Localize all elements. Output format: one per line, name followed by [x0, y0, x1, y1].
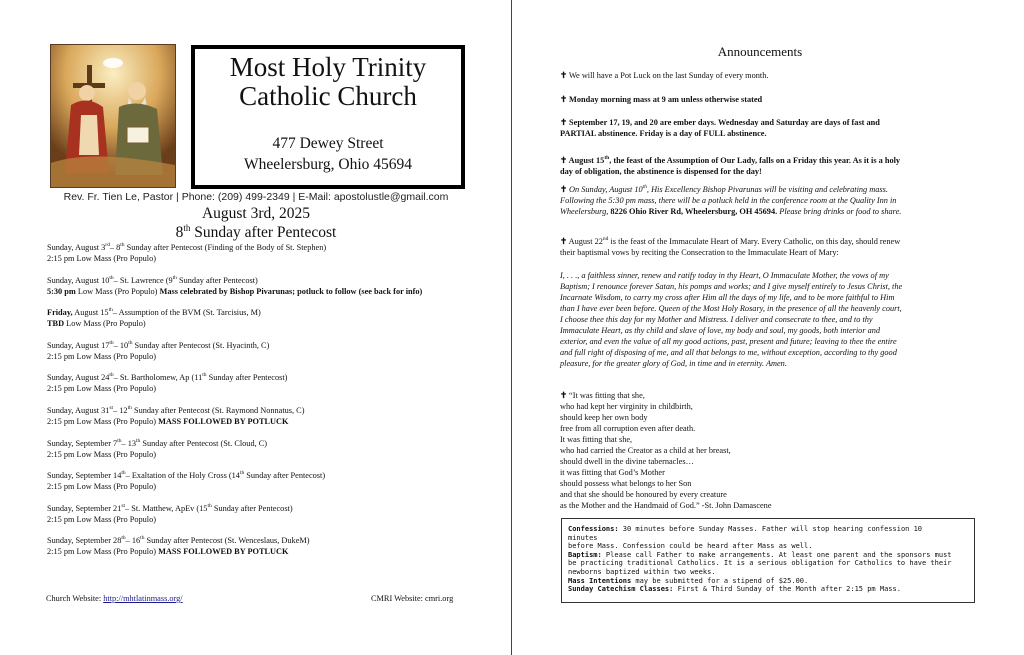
day-feast-rest: Sunday after Pentecost (St. Wenceslaus, DukeM)	[144, 536, 310, 546]
mass-type: Low Mass (Pro Populo)	[64, 319, 146, 329]
schedule-entry	[47, 242, 509, 275]
mass-note: Mass celebrated by Bishop Pivarunas; potluck to follow (see back for info)	[159, 286, 423, 296]
ordinal: th	[202, 372, 207, 379]
day-feast-rest: Sunday after Pentecost (Finding of the Body of St. Stephen)	[124, 243, 327, 252]
announcement-monday-mass	[560, 94, 978, 105]
schedule-entry	[47, 438, 509, 471]
schedule-mass	[47, 383, 509, 394]
cross-icon: ✝	[560, 71, 567, 80]
day-date: Sunday, August 3	[47, 243, 106, 252]
day-feast: – 8	[109, 243, 121, 252]
schedule-mass	[47, 481, 509, 492]
catechism-label: Sunday Catechism Classes:	[568, 585, 674, 594]
quote-line: and that she should be honoured by every creature	[560, 490, 727, 499]
ordinal: th	[121, 470, 126, 477]
prayer-line: Incarnate Wisdom, to carry my cross after Him all the days of my life, and to be more faithful to Him	[560, 293, 895, 302]
ordinal: th	[109, 274, 114, 281]
cross-icon: ✝	[560, 237, 567, 246]
prayer-line: I, . . ., a faithless sinner, renew and ratify today in thy Heart, O Immaculate Mother, the vows of my	[560, 271, 889, 280]
schedule-mass	[47, 351, 509, 362]
day-feast: – St. Matthew, ApEv (15	[125, 503, 208, 513]
cross-icon: ✝	[560, 391, 567, 400]
church-name-line1: Most Holy Trinity	[229, 52, 427, 82]
schedule-mass	[47, 286, 509, 297]
schedule-day	[47, 503, 509, 514]
baptism-text: Please call Father to make arrangements. At least one parent and the sponsors must	[601, 550, 952, 559]
schedule-entry	[47, 535, 509, 568]
mass-note: MASS FOLLOWED BY POTLUCK	[158, 416, 289, 426]
schedule-entry	[47, 405, 509, 438]
day-feast-rest: Sunday after Pentecost)	[211, 503, 293, 513]
contact-line: Rev. Fr. Tien Le, Pastor | Phone: (209) 499-2349 | E-Mail: apostolustle@gmail.com	[63, 191, 449, 203]
schedule-entry	[47, 340, 509, 373]
day-feast: – St. Bartholomew, Ap (11	[113, 373, 203, 383]
quote-row	[560, 478, 978, 489]
quote-row	[560, 390, 978, 401]
damascene-quote	[560, 390, 978, 511]
schedule-mass	[47, 514, 509, 525]
day-date: Sunday, August 17	[47, 340, 110, 350]
baptism-label: Baptism:	[568, 550, 602, 559]
prayer-line: Baptism; I renounce forever Satan, his pomps and works; and I give myself entirely to Jesus Christ, the	[560, 282, 903, 291]
ordinal: th	[117, 437, 122, 444]
announcement-text: We will have a Pot Luck on the last Sunday of every month.	[568, 71, 769, 80]
announcement-ember-days	[560, 117, 978, 139]
mass-time: 2:15 pm Low Mass (Pro Populo)	[47, 416, 159, 426]
catechism-text: First & Third Sunday of the Month after 2:15 pm Mass.	[673, 585, 901, 594]
parish-info-box	[561, 518, 975, 603]
quote-row	[560, 489, 978, 500]
quote-line: as the Mother and the Handmaid of God.” -St. John Damascene	[560, 501, 772, 510]
quote-line: should dwell in the divine tabernacles…	[560, 457, 694, 466]
ordinal: th	[140, 535, 145, 542]
website-label: Church Website:	[46, 594, 104, 603]
ordinal: th	[120, 242, 125, 249]
prayer-line: pleasure, for the greater glory of God, in time and in eternity. Amen.	[560, 359, 787, 368]
day-feast: – Assumption of the BVM (St. Tarcisius, M)	[112, 308, 261, 318]
schedule-day	[47, 535, 509, 546]
day-emphasis: Friday,	[47, 308, 73, 318]
potluck-address: 8226 Ohio River Rd, Wheelersburg, OH 45694.	[610, 207, 778, 216]
day-feast: – St. Lawrence (9	[113, 275, 173, 285]
day-feast-rest: Sunday after Pentecost (St. Raymond Nonnatus, C)	[131, 405, 305, 415]
ordinal: st	[121, 502, 126, 509]
day-feast: – 16	[125, 536, 141, 546]
day-feast: – 12	[113, 405, 128, 415]
mass-time: 2:15 pm Low Mass (Pro Populo)	[47, 482, 157, 492]
announcement-text: August 22	[568, 237, 603, 246]
church-title-box	[191, 45, 465, 189]
announcement-potluck	[560, 70, 978, 81]
cross-icon: ✝	[560, 118, 567, 127]
day-feast-rest: Sunday after Pentecost (St. Cloud, C)	[140, 438, 268, 448]
ordinal: nd	[602, 236, 609, 243]
quote-row	[560, 500, 978, 511]
quote-line: who had carried the Creator as a child at her breast,	[560, 446, 731, 455]
quote-line: It was fitting that she,	[560, 435, 633, 444]
schedule-mass	[47, 449, 509, 460]
announcement-text: Following the 5:30 pm mass, there will be a potluck held in the conference room at the Quality Inn in	[560, 196, 897, 205]
quote-row	[560, 412, 978, 423]
schedule-entry	[47, 307, 509, 340]
announcements-heading: Announcements	[717, 44, 803, 59]
quote-row	[560, 401, 978, 412]
announcement-text: , the feast of the Assumption of Our Lady, falls on a Friday this year. As it is a holy	[609, 156, 901, 165]
schedule-day	[47, 307, 509, 318]
announcement-assumption	[560, 155, 978, 177]
ordinal: th	[109, 340, 114, 347]
address-line1: 477 Dewey Street	[272, 135, 384, 152]
day-feast-rest: Sunday after Pentecost)	[206, 373, 288, 383]
announcement-text: their baptismal vows by reciting the Consecration to the Immaculate Heart of Mary:	[560, 248, 839, 257]
cross-icon: ✝	[560, 185, 567, 194]
announcement-text: is the feast of the Immaculate Heart of Mary. Every Catholic, on this day, should renew	[608, 237, 901, 246]
ordinal: th	[136, 437, 141, 444]
ordinal: st	[109, 405, 114, 412]
schedule-day	[47, 340, 509, 351]
quote-row	[560, 456, 978, 467]
ordinal: th	[642, 184, 647, 191]
ordinal: th	[121, 535, 126, 542]
prayer-line: I choose thee this day for my Mother and Mistress. I deliver and consecrate to thee, and to thy	[560, 315, 873, 324]
bulletin-date: August 3rd, 2025	[201, 205, 311, 222]
prayer-line: exterior, and even the value of all my good actions, past, present and future; leaving to thee the entire	[560, 337, 897, 346]
mass-time: 5:30 pm	[47, 286, 76, 296]
quote-line: should possess what belongs to her Son	[560, 479, 692, 488]
ordinal: th	[127, 405, 132, 412]
cross-icon: ✝	[560, 95, 567, 104]
ordinal: th	[109, 372, 114, 379]
sunday-number: 8	[175, 224, 184, 242]
quote-line: free from all corruption even after death.	[560, 424, 696, 433]
announcement-text: day of obligation, the abstinence is dispensed for the day!	[560, 167, 762, 176]
schedule-day	[47, 438, 509, 449]
announcement-text: August 15	[568, 156, 605, 165]
quote-line: should keep her own body	[560, 413, 648, 422]
day-feast-rest: Sunday after Pentecost)	[244, 471, 326, 481]
announcement-bishop-visit	[560, 184, 978, 217]
church-website	[46, 594, 183, 603]
church-name-line2: Catholic Church	[239, 81, 417, 111]
announcement-text: Wheelersburg,	[560, 207, 611, 216]
quote-row	[560, 423, 978, 434]
announcement-text: , His Excellency Bishop Pivarunas will be visiting and celebrating mass.	[646, 185, 888, 194]
mass-time: 2:15 pm Low Mass (Pro Populo)	[47, 449, 157, 459]
mass-schedule	[47, 242, 509, 568]
ordinal: th	[604, 155, 610, 162]
church-address	[195, 133, 461, 175]
day-feast: – 10	[113, 340, 129, 350]
baptism-text: be practicing traditional Catholics. It is a serious obligation for Catholics to have their	[568, 559, 952, 568]
confessions-text: 30 minutes before Sunday Masses. Father will stop hearing confession 10	[618, 525, 923, 533]
ordinal: th	[207, 502, 212, 509]
quote-row	[560, 434, 978, 445]
announcement-text: PARTIAL abstinence. Friday is a day of FULL abstinence.	[560, 129, 767, 138]
holy-trinity-painting	[50, 44, 176, 188]
schedule-day	[47, 405, 509, 416]
confessions-text: minutes	[568, 533, 598, 542]
day-feast: – Exaltation of the Holy Cross (14	[125, 471, 240, 481]
mass-time: 2:15 pm Low Mass (Pro Populo)	[47, 254, 157, 263]
ordinal: rd	[105, 242, 110, 249]
schedule-day	[47, 275, 509, 286]
quote-row	[560, 445, 978, 456]
schedule-mass	[47, 416, 509, 427]
address-line2: Wheelersburg, Ohio 45694	[243, 156, 413, 173]
page-divider	[511, 0, 512, 655]
day-feast-rest: Sunday after Pentecost)	[176, 275, 258, 285]
day-feast-rest: Sunday after Pentecost (St. Hyacinth, C)	[132, 340, 270, 350]
cmri-website: CMRI Website: cmri.org	[371, 594, 454, 603]
announcement-immaculate-heart	[560, 236, 978, 258]
ordinal: th	[108, 307, 113, 314]
schedule-day	[47, 470, 509, 481]
schedule-day	[47, 242, 509, 253]
intentions-text: may be submitted for a stipend of $25.00.	[631, 576, 809, 585]
schedule-entry	[47, 503, 509, 536]
day-feast: – 13	[121, 438, 137, 448]
day-date: Sunday, September 7	[47, 438, 118, 448]
announcement-text: Please bring drinks or food to share.	[777, 207, 902, 216]
intentions-label: Mass Intentions	[568, 576, 632, 585]
consecration-prayer	[560, 270, 978, 369]
schedule-mass	[47, 546, 509, 557]
confessions-label: Confessions:	[568, 525, 619, 533]
day-date: Sunday, September 28	[47, 536, 122, 546]
prayer-line: than I have ever been before. Queen of the Most Holy Rosary, in the presence of all the heavenly court,	[560, 304, 902, 313]
quote-line: “It was fitting that she,	[569, 391, 645, 400]
ordinal: th	[128, 340, 133, 347]
ordinal: th	[239, 470, 245, 477]
schedule-entry	[47, 470, 509, 503]
website-link[interactable]: http://mhtlatinmass.org/	[103, 594, 183, 603]
quote-line: who had kept her virginity in childbirth,	[560, 402, 693, 411]
mass-time: 2:15 pm Low Mass (Pro Populo)	[47, 547, 159, 557]
mass-time: 2:15 pm Low Mass (Pro Populo)	[47, 351, 157, 361]
quote-row	[560, 467, 978, 478]
cross-icon: ✝	[560, 156, 567, 165]
baptism-text: newborns baptized within two weeks.	[568, 567, 716, 576]
day-date: Sunday, August 24	[47, 373, 110, 383]
mass-note: MASS FOLLOWED BY POTLUCK	[158, 547, 289, 557]
announcement-text: On Sunday, August 10	[569, 185, 643, 194]
liturgical-sunday	[50, 223, 462, 242]
day-date: Sunday, August 10	[47, 275, 110, 285]
schedule-mass	[47, 253, 509, 264]
sunday-ordinal: th	[183, 223, 191, 233]
sunday-label: Sunday after Pentecost	[190, 224, 337, 242]
mass-time: TBD	[47, 319, 65, 329]
day-date: August 15	[72, 308, 109, 318]
prayer-line: Immaculate Heart, as thy child and slave of love, my body and soul, my goods, both interior and	[560, 326, 881, 335]
mass-type: Low Mass (Pro Populo)	[75, 286, 160, 296]
day-date: Sunday, August 31	[47, 405, 110, 415]
ordinal: th	[172, 274, 177, 281]
schedule-entry	[47, 372, 509, 405]
mass-time: 2:15 pm Low Mass (Pro Populo)	[47, 384, 157, 394]
church-name	[195, 53, 461, 111]
announcement-text: Monday morning mass at 9 am unless otherwise stated	[569, 95, 763, 104]
confessions-text: before Mass. Confession could be heard after Mass as well.	[568, 542, 813, 551]
schedule-mass	[47, 318, 509, 329]
mass-time: 2:15 pm Low Mass (Pro Populo)	[47, 514, 157, 524]
schedule-day	[47, 372, 509, 383]
announcement-text: September 17, 19, and 20 are ember days. Wednesday and Saturday are days of fast and	[569, 118, 880, 127]
day-date: Sunday, September 21	[47, 503, 122, 513]
quote-line: it was fitting that God’s Mother	[560, 468, 665, 477]
day-date: Sunday, September 14	[47, 471, 122, 481]
schedule-entry	[47, 275, 509, 308]
prayer-line: and full right of disposing of me, and all that belongs to me, without exception, according to thy good	[560, 348, 897, 357]
